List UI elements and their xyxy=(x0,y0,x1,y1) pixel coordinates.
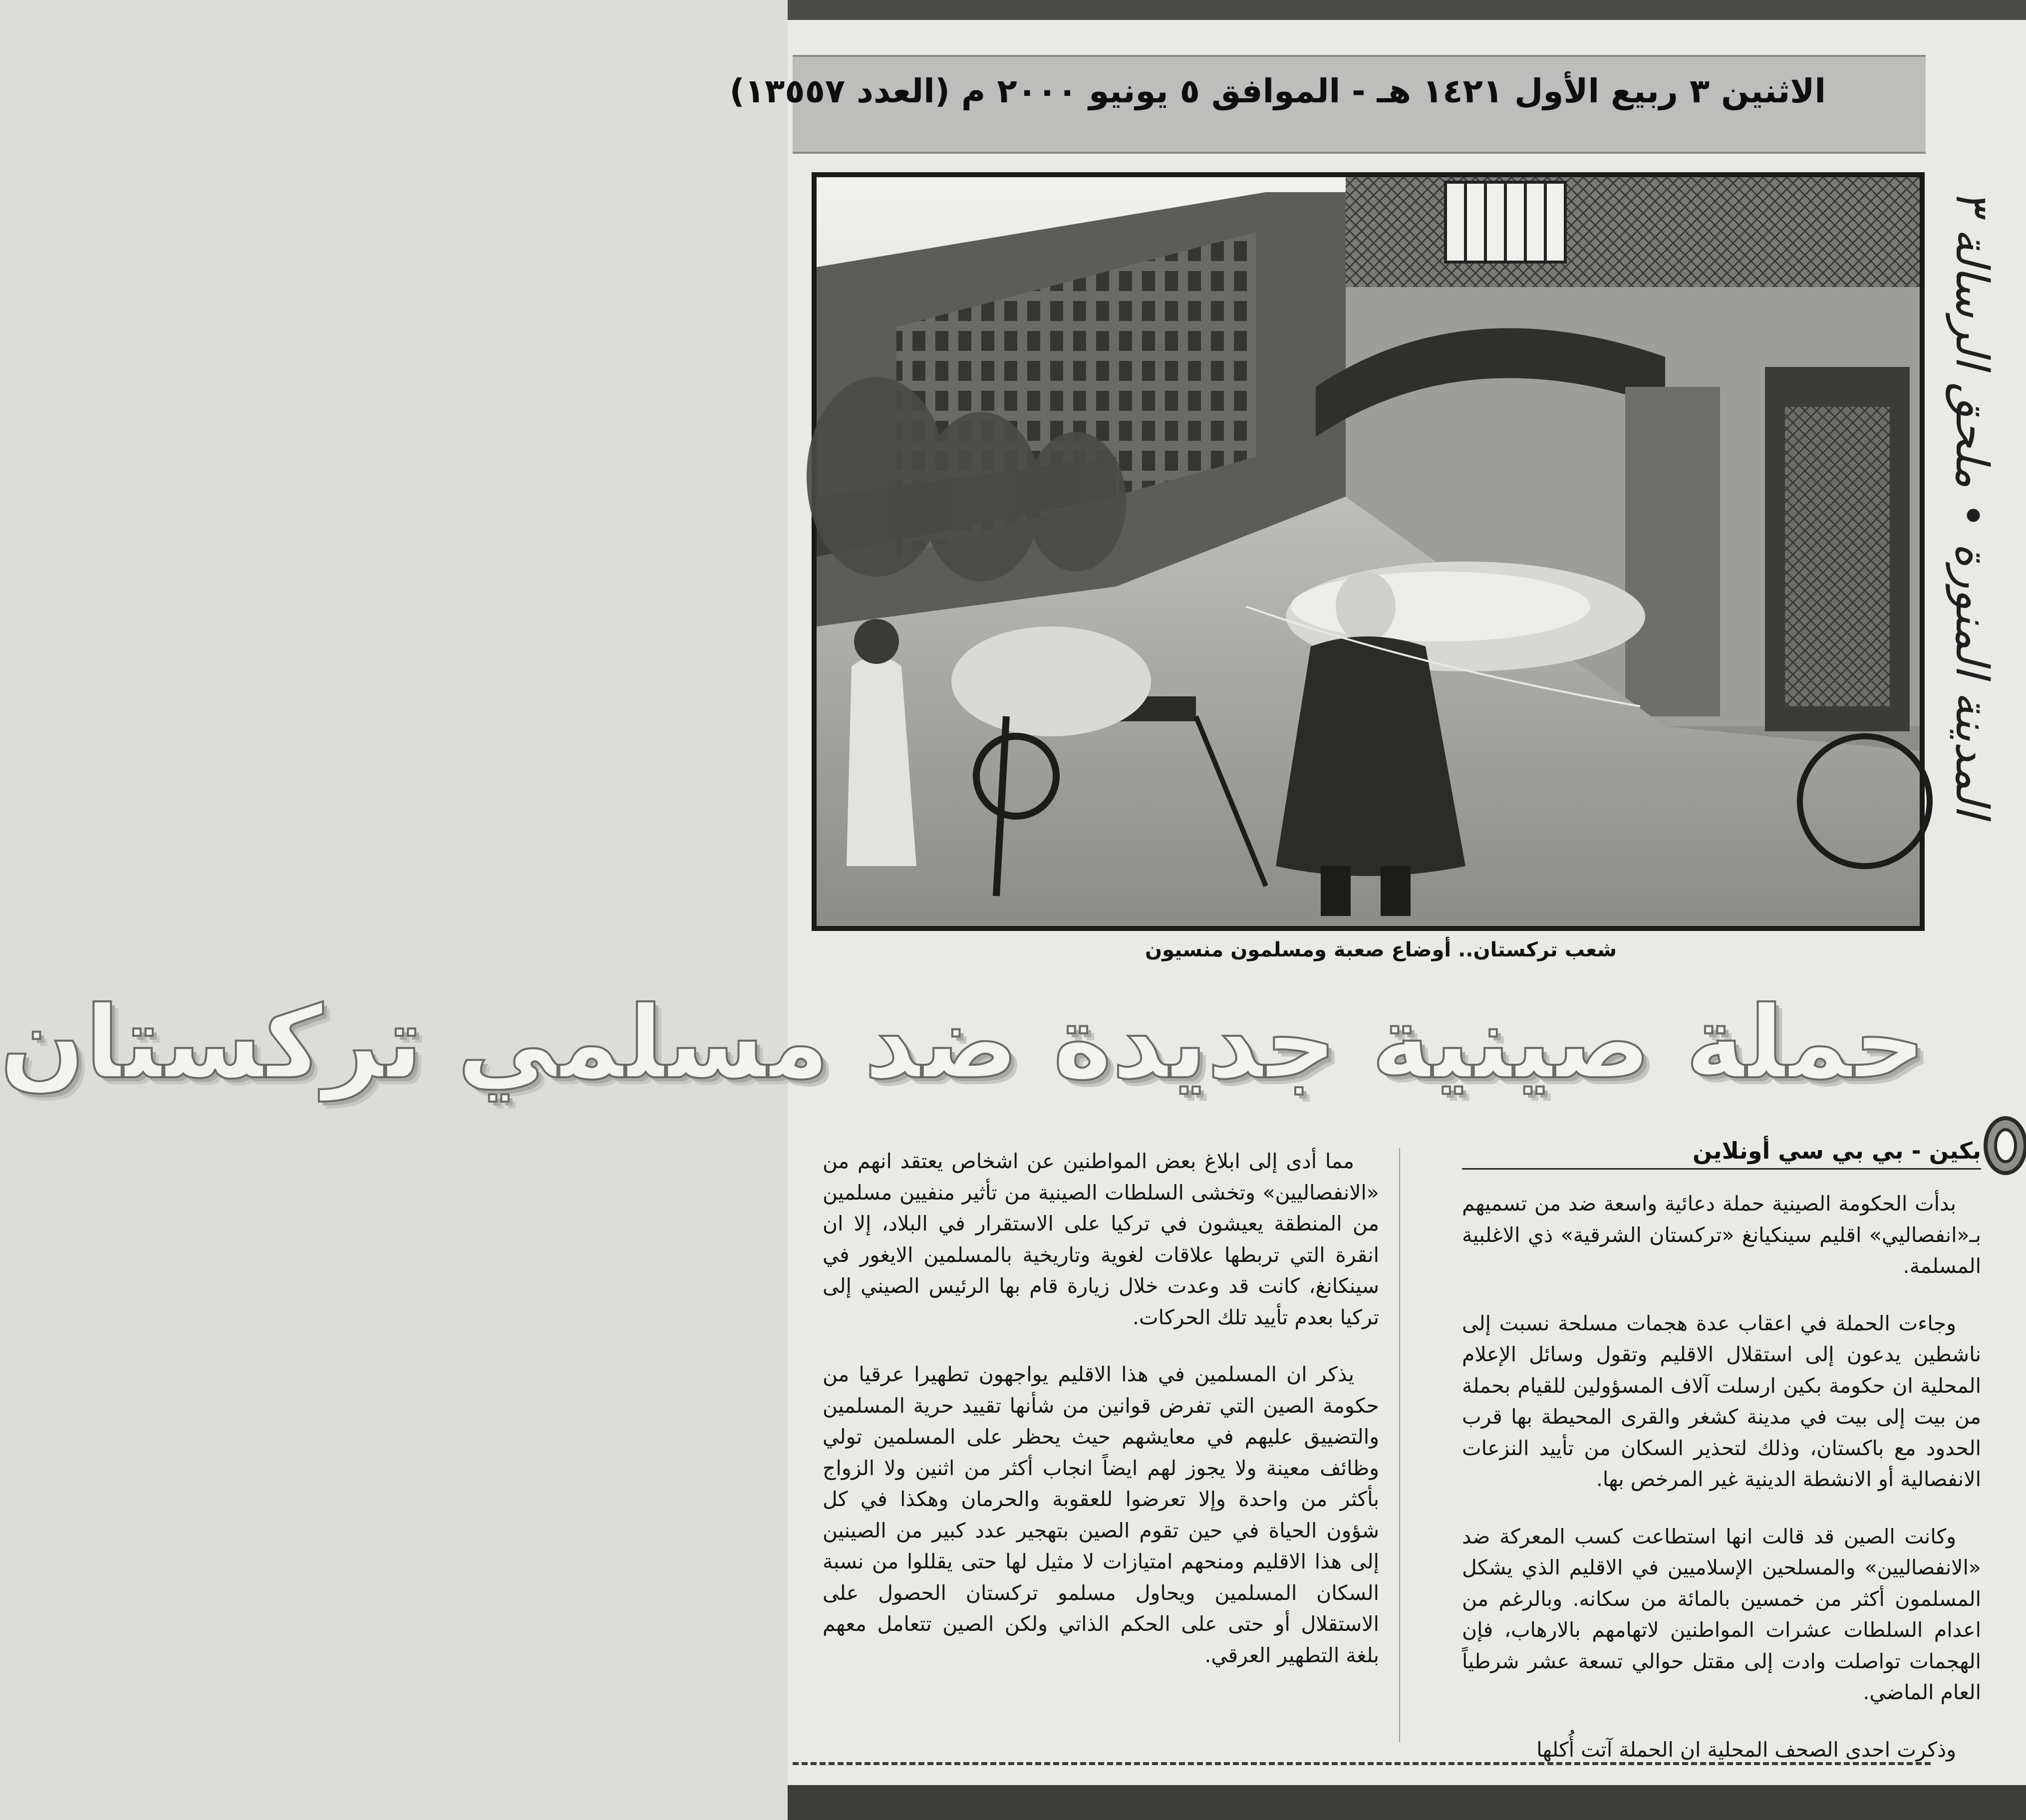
date-band xyxy=(729,55,1926,154)
date-line: الاثنين ٣ ربيع الأول ١٤٢١ هـ - الموافق ٥ يونيو ٢٠٠٠ م (العدد ١٣٥٥٧) xyxy=(729,72,1826,110)
article-column-right xyxy=(1462,1188,1981,1791)
street-photo xyxy=(812,172,1925,931)
paragraph: وكانت الصين قد قالت انها استطاعت كسب المعركة ضد «الانفصاليين» والمسلحين الإسلاميين في الاقليم الذي يشكل المسلمون أكثر من خمسين بالمائة من سكانه. وبالرغم من اعدام السلطات عشرات المواطنين لاتهامهم بالارهاب، فإن الهجمات تواصلت وادت إلى مقتل حوالي تسعة عشر شرطياً العام الماضي. xyxy=(1462,1524,1981,1704)
handwritten-source-note: المدينة المنورة • ملحق الرسالة ٣ xyxy=(1946,190,1998,818)
paragraph: مما أدى إلى ابلاغ بعض المواطنين عن اشخاص يعتقد انهم من «الانفصاليين» وتخشى السلطات الصينية من تأثير منفيين مسلمين من المنطقة يعيشون في تركيا على الاستقرار في البلاد، إلا ان انقرة التي تربطها علاقات لغوية وتاريخية بالمسلمين الايغور في سينكانغ، كانت قد وعدت خلال زيارة قام بها الرئيس الصيني إلى تركيا بعدم تأييد تلك الحركات. xyxy=(823,1149,1379,1329)
handwritten-margin-note xyxy=(1943,190,1998,988)
scan-edge-top xyxy=(788,0,2026,20)
paragraph: وجاءت الحملة في اعقاب عدة هجمات مسلحة نسبت إلى ناشطين يدعون إلى استقلال الاقليم وتقول وسائل الإعلام المحلية ان حكومة بكين ارسلت آلاف المسؤولين للقيام بحملة من بيت إلى بيت في مدينة كشغر والقرى المحيطة بها قرب الحدود مع باكستان، وذلك لتحذير السكان من تأييد النزعات الانفصالية أو الانشطة الدينية غير المرخص بها. xyxy=(1462,1311,1981,1491)
article-headline: حملة صينية جديدة ضد مسلمي تركستان xyxy=(0,985,1926,1101)
cut-line xyxy=(793,1762,1931,1765)
article-column-left xyxy=(823,1146,1379,1697)
photo-caption: شعب تركستان.. أوضاع صعبة ومسلمون منسيون xyxy=(1145,938,1617,961)
paragraph: وذكرت احدى الصحف المحلية ان الحملة آتت أُكلها xyxy=(1536,1737,1956,1762)
article-byline: بكين - بي بي سي أونلاين xyxy=(1462,1133,1981,1170)
paragraph: يذكر ان المسلمين في هذا الاقليم يواجهون تطهيرا عرقيا من حكومة الصين التي تفرض قوانين من شأنها تقييد حرية المسلمين والتضييق عليهم في معايشهم حيث يحظر على المسلمين تولي وظائف معينة ولا يجوز لهم ايضاً انجاب أكثر من اثنين ولا الزواج بأكثر من واحدة وإلا تعرضوا للعقوبة والحرمان وهكذا في كل شؤون الحياة في حين تقوم الصين بتهجير عدد كبير من الصينين إلى هذا الاقليم ومنحهم امتيازات لا مثيل لها حتى يقللوا من نسبة السكان المسلمين ويحاول مسلمو تركستان الحصول على الاستقلال أو حتى على الحكم الذاتي ولكن الصين تتعامل معهم بلغة التطهير العرقي. xyxy=(823,1362,1379,1667)
street-scene-image xyxy=(817,177,1920,926)
column-divider xyxy=(1399,1148,1400,1742)
scan-edge-bottom xyxy=(788,1785,2026,1820)
paragraph: بدأت الحكومة الصينية حملة دعائية واسعة ضد من تسميهم بـ«انفصاليي» اقليم سينكيانغ «تركستان الشرقية» ذي الاغلبية المسلمة. xyxy=(1462,1192,1981,1278)
binder-ring-icon xyxy=(1971,1113,2026,1178)
